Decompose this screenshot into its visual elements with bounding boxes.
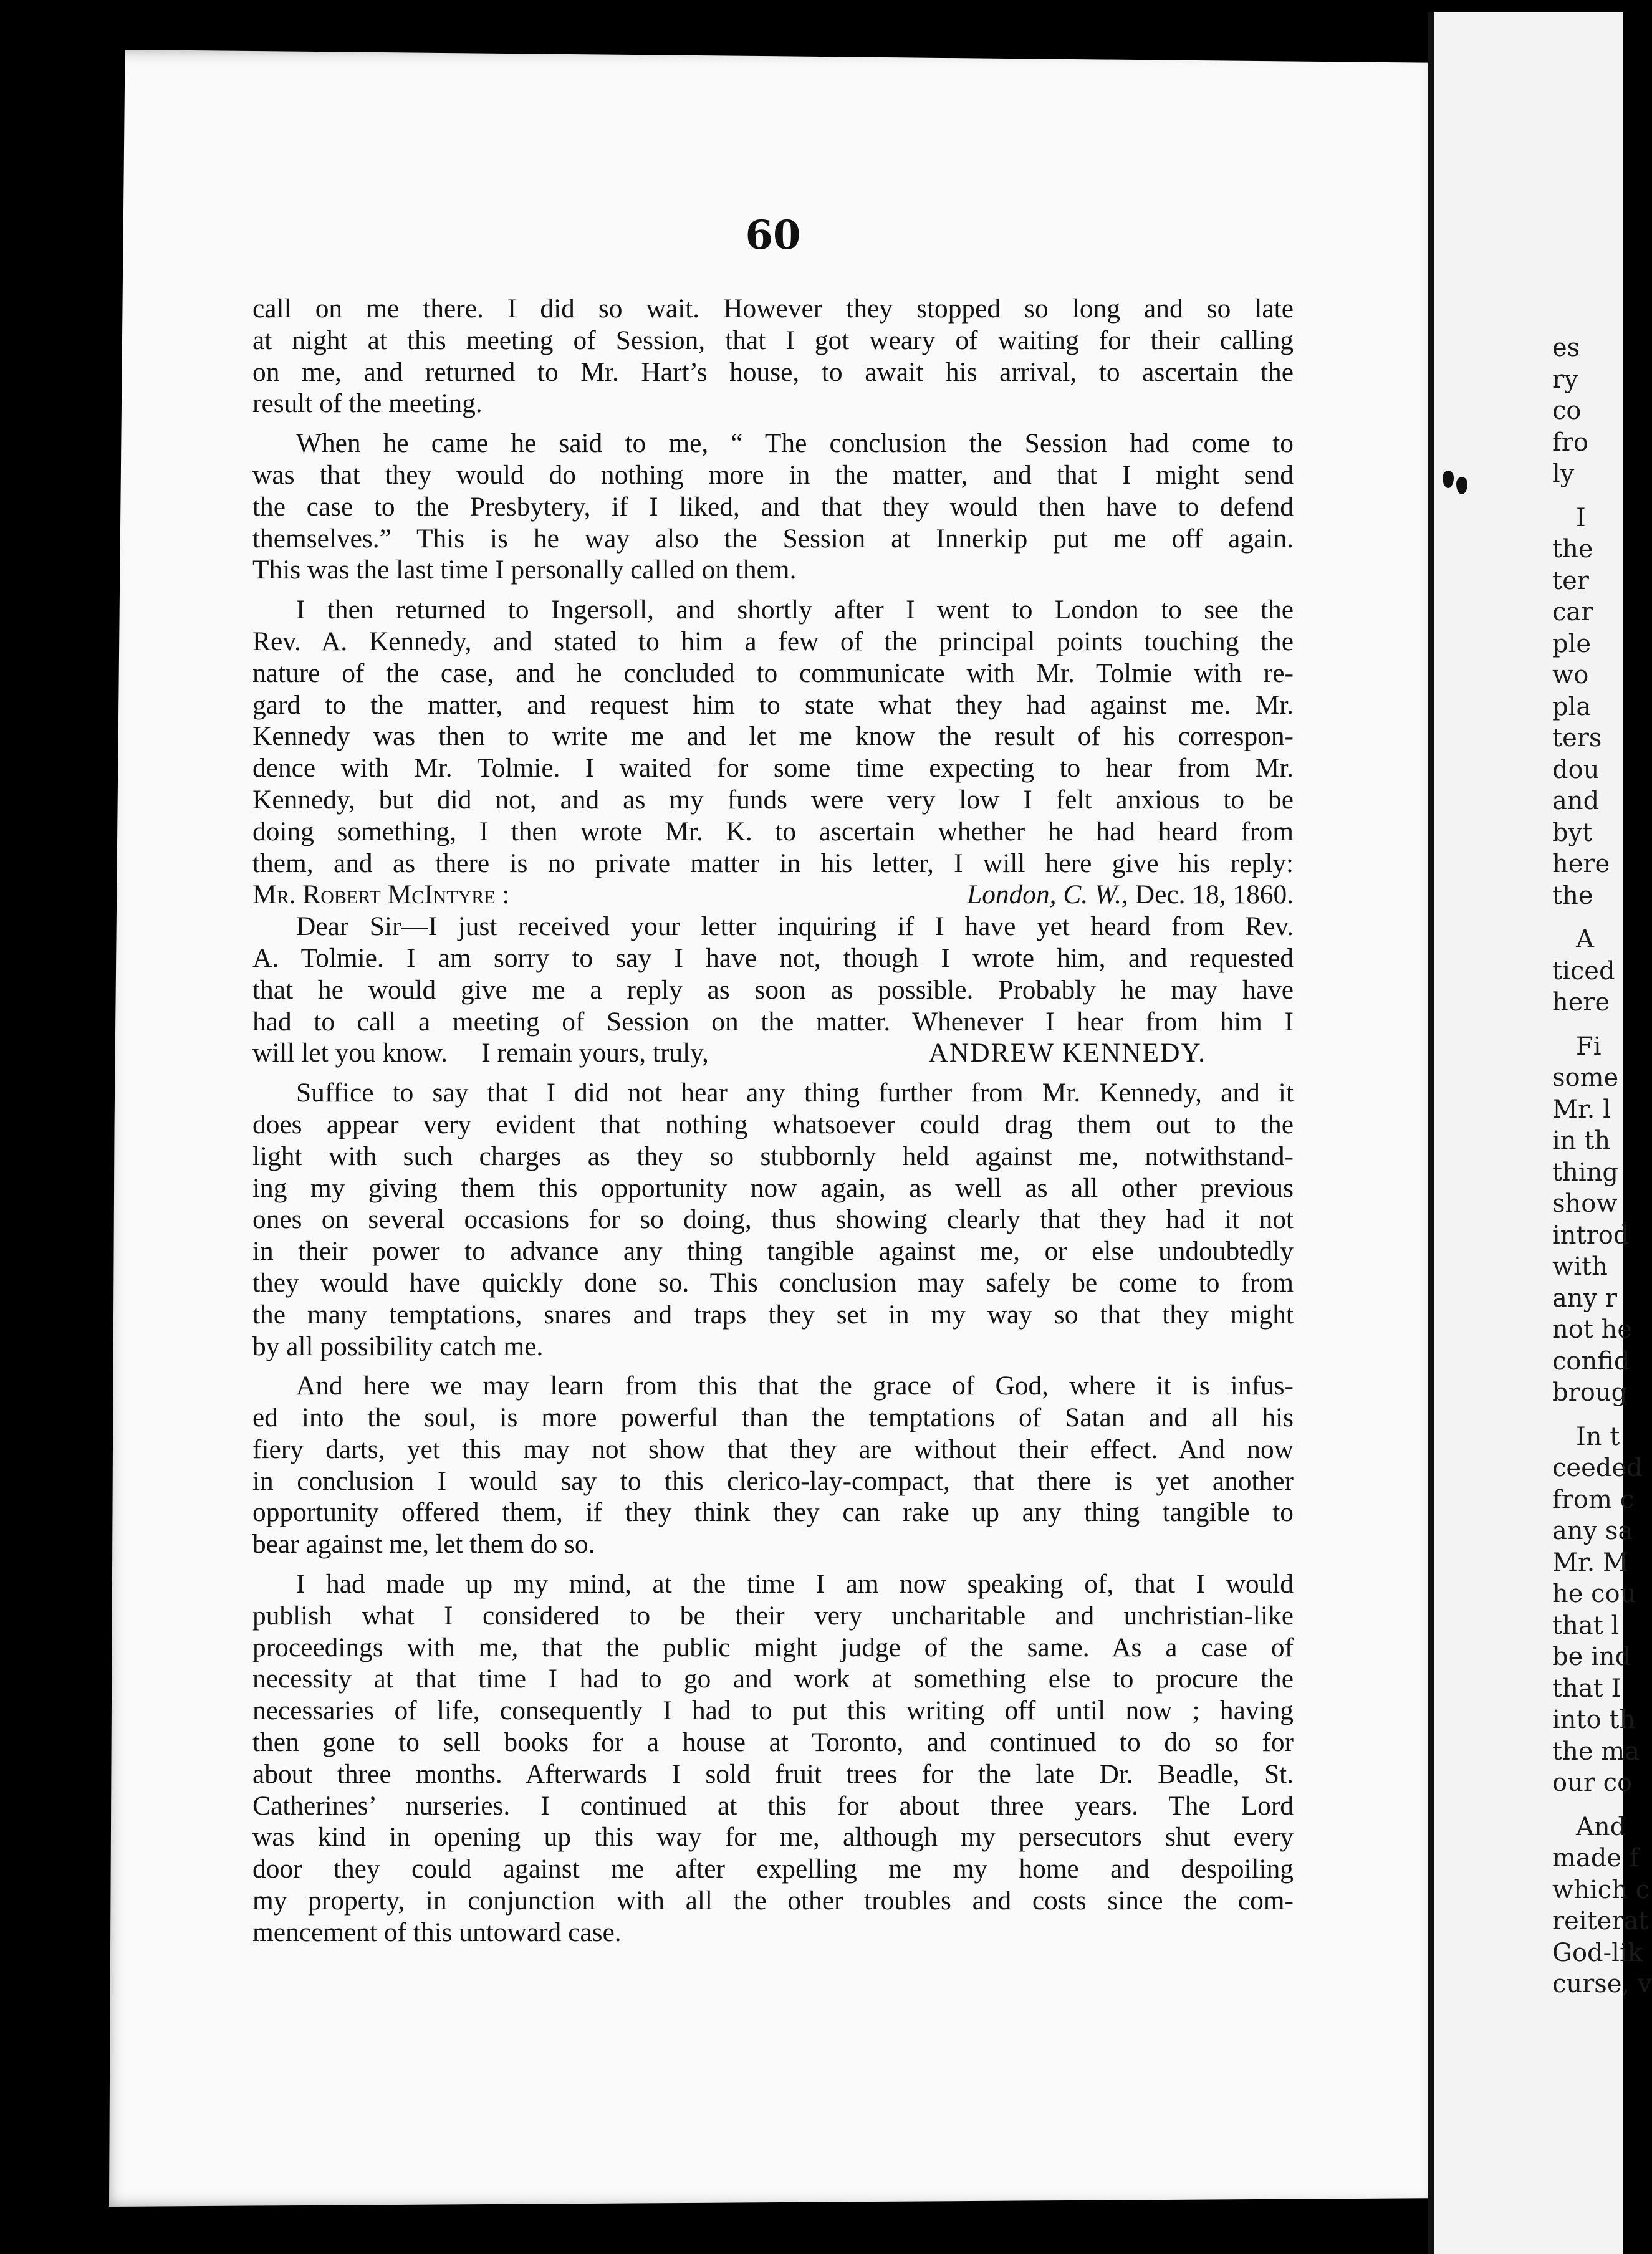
text-line: Kennedy, but did not, and as my funds were very low I felt anxious to be: [252, 784, 1294, 815]
text-line: about three months. Afterwards I sold fruit trees for the late Dr. Beadle, St.: [252, 1758, 1294, 1789]
text-line: fiery darts, yet this may not show that they are without their effect. And now: [252, 1434, 1294, 1464]
letter-addressee: Mr. Robert McIntyre :: [252, 880, 510, 910]
text-line: gard to the matter, and request him to state what they had against me. Mr.: [252, 689, 1294, 720]
facing-page-line: God-lik: [1552, 1938, 1643, 1967]
text-line: When he came he said to me, “ The conclusion the Session had come to: [296, 428, 1294, 459]
text-line: by all possibility catch me.: [252, 1331, 544, 1361]
text-line: publish what I considered to be their very uncharitable and unchristian-like: [252, 1600, 1294, 1631]
facing-page-line: pla: [1552, 692, 1592, 721]
facing-page-line: which c: [1552, 1875, 1650, 1904]
text-line: ones on several occasions for so doing, thus showing clearly that they had it not: [252, 1204, 1294, 1235]
text-line: in conclusion I would say to this clerico-lay-compact, that there is yet another: [252, 1465, 1294, 1496]
margin-mark-icon: [1443, 471, 1454, 488]
text-line: that he would give me a reply as soon as possible. Probably he may have: [252, 974, 1294, 1005]
text-line: bear against me, let them do so.: [252, 1529, 595, 1560]
text-line: the many temptations, snares and traps they set in my way so that they might: [252, 1299, 1294, 1330]
facing-page-line: the: [1552, 881, 1593, 910]
facing-page-line: any r: [1552, 1283, 1618, 1313]
page-number: 60: [745, 212, 801, 259]
facing-page-line: wo: [1552, 661, 1589, 689]
text-line: on me, and returned to Mr. Hart’s house, to await his arrival, to ascertain the: [252, 357, 1294, 387]
text-line: does appear very evident that nothing whatsoever could drag them out to the: [252, 1109, 1294, 1139]
text-line: had to call a meeting of Session on the matter. Whenever I hear from him I: [252, 1006, 1294, 1037]
text-line: A. Tolmie. I am sorry to say I have not, though I wrote him, and requested: [252, 942, 1294, 973]
facing-page-line: dou: [1552, 755, 1600, 784]
book-gutter: [1428, 12, 1434, 2254]
text-line: was that they would do nothing more in the matter, and that I might send: [252, 459, 1294, 490]
facing-page-line: introd: [1552, 1221, 1630, 1250]
text-line: my property, in conjunction with all the other troubles and costs since the com-: [252, 1886, 1294, 1916]
facing-page-line: be ind: [1552, 1643, 1631, 1671]
text-line: Rev. A. Kennedy, and stated to him a few of the principal points touching the: [252, 626, 1294, 656]
letter-signature: ANDREW KENNEDY.: [928, 1038, 1206, 1068]
facing-page-line: from c: [1552, 1485, 1635, 1514]
facing-page-fragment: [1434, 12, 1652, 2254]
text-line: themselves.” This is he way also the Session at Innerkip put me off again.: [252, 523, 1294, 554]
text-line: then gone to sell books for a house at Toronto, and continued to do so for: [252, 1727, 1294, 1758]
facing-page-line: that l: [1552, 1611, 1620, 1640]
facing-page-line: Mr. l: [1552, 1095, 1611, 1124]
facing-page-line: any sa: [1552, 1517, 1633, 1545]
facing-page-line: ceeded: [1552, 1454, 1643, 1482]
text-line: light with such charges as they so stubbornly held against me, notwithstand-: [252, 1141, 1294, 1171]
facing-page-line: our co: [1552, 1768, 1633, 1797]
text-line: doing something, I then wrote Mr. K. to ascertain whether he had heard from: [252, 816, 1294, 846]
facing-page-line: And: [1576, 1812, 1626, 1841]
facing-page-line: es: [1552, 333, 1580, 362]
text-line: result of the meeting.: [252, 388, 483, 419]
kennedy-letter: [252, 879, 1294, 1069]
text-line: ing my giving them this opportunity now again, as well as all other previous: [252, 1173, 1294, 1203]
paragraph-3: [252, 594, 1294, 879]
facing-page-line: show: [1552, 1189, 1618, 1218]
facing-page-line: ple: [1552, 629, 1592, 658]
text-line: Dear Sir—I just received your letter inquiring if I have yet heard from Rev.: [296, 911, 1294, 942]
page-body: [252, 293, 1294, 1949]
facing-page-line: reiterat: [1552, 1907, 1649, 1935]
facing-page-line: fro: [1552, 428, 1589, 457]
facing-page-line: In t: [1576, 1422, 1620, 1451]
facing-page-line: thing: [1552, 1158, 1618, 1187]
facing-page-line: here: [1552, 850, 1610, 878]
text-line: opportunity offered them, if they think they can rake up any thing tangible to: [252, 1497, 1294, 1528]
facing-page-line: that I: [1552, 1674, 1621, 1703]
text-line: the case to the Presbytery, if I liked, and that they would then have to defend: [252, 491, 1294, 522]
facing-page-line: not he: [1552, 1315, 1633, 1344]
paragraph-6: [252, 1568, 1294, 1949]
letter-place: London, C. W.,: [967, 880, 1128, 910]
facing-page-line: and: [1552, 787, 1600, 815]
facing-page-line: in th: [1552, 1126, 1611, 1155]
paragraph-5: [252, 1370, 1294, 1560]
margin-mark-icon: [1456, 477, 1467, 494]
text-line: necessaries of life, consequently I had to put this writing off until now ; having: [252, 1695, 1294, 1726]
letter-date: Dec. 18, 1860.: [1135, 880, 1294, 910]
text-line: And here we may learn from this that the grace of God, where it is infus-: [296, 1371, 1294, 1401]
facing-page-line: confid: [1552, 1346, 1630, 1376]
facing-page-line: made f: [1552, 1844, 1639, 1873]
paragraph-1: [252, 293, 1294, 420]
facing-page-line: ter: [1552, 566, 1589, 595]
text-line: necessity at that time I had to go and work at something else to procure the: [252, 1664, 1294, 1694]
facing-page-line: ry: [1552, 365, 1578, 394]
facing-page-line: byt: [1552, 818, 1593, 847]
text-line: This was the last time I personally called on them.: [252, 555, 797, 585]
text-line: ed into the soul, is more powerful than the temptations of Satan and all his: [252, 1403, 1294, 1433]
facing-page-line: curse, v: [1552, 1970, 1652, 1998]
text-line: they would have quickly done so. This conclusion may safely be come to from: [252, 1267, 1294, 1298]
text-line: call on me there. I did so wait. However they stopped so long and so late: [252, 294, 1294, 324]
facing-page-line: Fi: [1576, 1032, 1602, 1061]
text-line: I had made up my mind, at the time I am now speaking of, that I would: [296, 1569, 1294, 1599]
text-line: nature of the case, and he concluded to communicate with Mr. Tolmie with re-: [252, 658, 1294, 688]
facing-page-line: here: [1552, 988, 1610, 1017]
facing-page-line: I: [1576, 503, 1586, 532]
text-line: door they could against me after expelling me my home and despoiling: [252, 1854, 1294, 1884]
facing-page-line: with: [1552, 1252, 1608, 1281]
facing-page-line: the: [1552, 535, 1593, 564]
facing-page-line: ly: [1552, 459, 1575, 488]
facing-page-line: ticed: [1552, 956, 1615, 986]
letter-closing: will let you know. I remain yours, truly,: [252, 1038, 709, 1068]
facing-page-line: the ma: [1552, 1737, 1640, 1766]
facing-page-line: broug: [1552, 1378, 1628, 1407]
text-line: I then returned to Ingersoll, and shortly after I went to London to see the: [296, 595, 1294, 625]
paragraph-4: [252, 1077, 1294, 1362]
facing-page-line: some: [1552, 1063, 1619, 1092]
facing-page-line: co: [1552, 396, 1582, 425]
paragraph-2: [252, 428, 1294, 586]
facing-page-line: ters: [1552, 724, 1602, 752]
facing-page-line: car: [1552, 598, 1593, 626]
facing-page-line: Mr. M: [1552, 1548, 1629, 1577]
text-line: at night at this meeting of Session, that I got weary of waiting for their calling: [252, 325, 1294, 355]
facing-page-line: into th: [1552, 1705, 1636, 1734]
text-line: Catherines’ nurseries. I continued at this for about three years. The Lord: [252, 1790, 1294, 1821]
facing-page-line: A: [1576, 925, 1594, 954]
text-line: Kennedy was then to write me and let me know the result of his correspon-: [252, 721, 1294, 752]
text-line: dence with Mr. Tolmie. I waited for some time expecting to hear from Mr.: [252, 753, 1294, 784]
text-line: in their power to advance any thing tangible against me, or else undoubtedly: [252, 1236, 1294, 1267]
text-line: mencement of this untoward case.: [252, 1917, 622, 1947]
text-line: Suffice to say that I did not hear any thing further from Mr. Kennedy, and it: [296, 1078, 1294, 1108]
text-line: was kind in opening up this way for me, although my persecutors shut every: [252, 1822, 1294, 1853]
letter-place-date: [967, 879, 1294, 911]
text-line: them, and as there is no private matter in his letter, I will here give his reply:: [252, 848, 1294, 878]
text-line: proceedings with me, that the public might judge of the same. As a case of: [252, 1632, 1294, 1662]
facing-page-line: he cou: [1552, 1580, 1636, 1608]
letter-heading: [252, 879, 1294, 911]
letter-closing-line: [252, 1037, 1294, 1069]
